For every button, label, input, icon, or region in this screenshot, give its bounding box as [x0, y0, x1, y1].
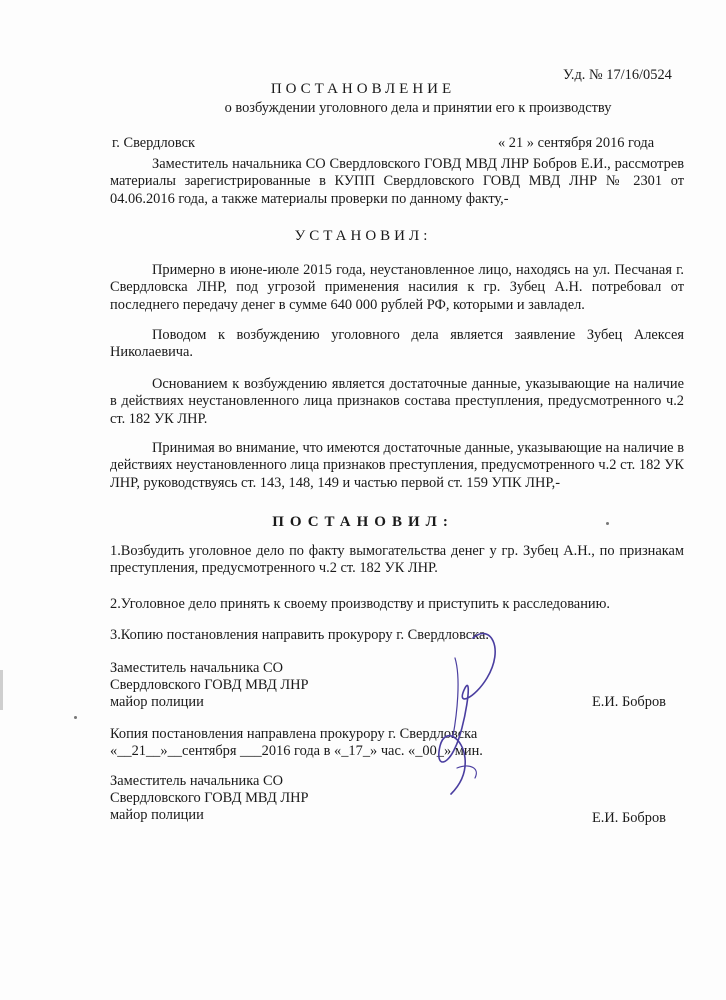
paragraph-incident: Примерно в июне-июле 2015 года, неустановленное лицо, находясь на ул. Песчаная г. Свердловска ЛНР, под угрозой применения насилия к гр. Зубец А.Н. потребовал от последнего передачу денег в сумме 640 000 рублей РФ, которыми и завладел.: [110, 262, 684, 313]
case-number: У.д. № 17/16/0524: [563, 67, 672, 83]
signer2-rank: майор полиции: [110, 807, 204, 823]
resolution-item-3: 3.Копию постановления направить прокурору г. Свердловска.: [110, 627, 489, 643]
signer-name: Е.И. Бобров: [592, 694, 666, 710]
resolution-item-2: 2.Уголовное дело принять к своему производству и приступить к расследованию.: [110, 596, 610, 612]
document-title: ПОСТАНОВЛЕНИЕ: [270, 81, 456, 97]
resolution-item-1: 1.Возбудить уголовное дело по факту вымогательства денег у гр. Зубец А.Н., по признакам преступления, предусмотренного ч.2 ст. 182 УК ЛНР.: [110, 543, 684, 577]
copy-note-line1: Копия постановления направлена прокурору г. Свердловска: [110, 726, 478, 742]
copy-note-line2: «__21__»__сентября ___2016 года в «_17_» час. «_00_» мин.: [110, 743, 483, 759]
signer2-name: Е.И. Бобров: [592, 810, 666, 826]
signer2-title-line1: Заместитель начальника СО: [110, 773, 284, 789]
signer2-title-line2: Свердловского ГОВД МВД ЛНР: [110, 790, 309, 806]
signer-rank: майор полиции: [110, 694, 204, 710]
scan-speck: [74, 716, 77, 719]
paragraph-considering: Принимая во внимание, что имеются достаточные данные, указывающие на наличие в действиях неустановленного лица признаков преступления, предусмотренного ч.2 ст. 182 УК ЛНР, руководствуясь ст. 143, 148, 149 и частью первой ст. 159 УПК ЛНР,-: [110, 440, 684, 491]
intro-paragraph: Заместитель начальника СО Свердловского ГОВД МВД ЛНР Бобров Е.И., рассмотрев материалы зарегистрированные в КУПП Свердловского ГОВД МВД ЛНР № 2301 от 04.06.2016 года, а также материалы проверки по данному факту,-: [110, 156, 684, 207]
city: г. Свердловск: [112, 135, 195, 151]
paragraph-grounds: Основанием к возбуждению является достаточные данные, указывающие на наличие в действиях неустановленного лица признаков состава преступления, предусмотренного ч.2 ст. 182 УК ЛНР.: [110, 376, 684, 427]
document-date: « 21 » сентября 2016 года: [498, 135, 655, 151]
scan-edge-mark: [0, 670, 3, 710]
paragraph-reason: Поводом к возбуждению уголовного дела является заявление Зубец Алексея Николаевича.: [110, 327, 684, 361]
resolved-heading: ПОСТАНОВИЛ:: [272, 514, 454, 530]
established-heading: УСТАНОВИЛ:: [294, 228, 432, 244]
document-subtitle: о возбуждении уголовного дела и принятии его к производству: [224, 100, 612, 116]
scan-speck: [606, 522, 609, 525]
handwritten-signature: [395, 618, 515, 798]
signer-title-line2: Свердловского ГОВД МВД ЛНР: [110, 677, 309, 693]
signer-title-line1: Заместитель начальника СО: [110, 660, 284, 676]
